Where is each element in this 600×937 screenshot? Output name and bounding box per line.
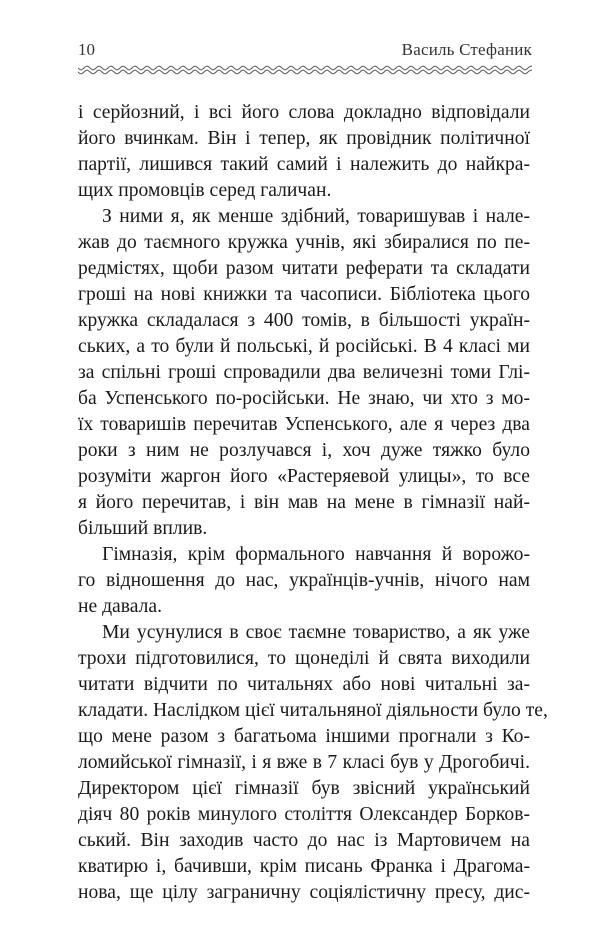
text-line: кладати. Наслідком цієї читальняної діяльности було те, xyxy=(78,700,548,721)
wavy-divider-icon xyxy=(78,64,532,76)
text-line: нова, ще цілу заграничну соціялістичну пресу, дис- xyxy=(78,882,530,903)
text-line: розуміти жаргон його «Растеряевой улицы», то все xyxy=(78,466,530,487)
text-line: їх товаришів перечитав Успенського, але я через два xyxy=(78,414,530,435)
text-line: ломийської гімназії, і я вже в 7 класі був у Дрогобичі. xyxy=(78,752,530,773)
text-line: і серйозний, і всі його слова докладно відповідали xyxy=(78,102,530,123)
text-line: я його перечитав, і він мав на мене в гімназії най- xyxy=(78,492,530,513)
text-line: Директором цієї гімназії був звісний український xyxy=(78,778,530,799)
text-line: кватирю і, бачивши, крім писань Франка і Драгома- xyxy=(78,856,530,877)
text-line: читати відчити по читальнях або нові читальні за- xyxy=(78,674,530,695)
text-line: кружка складалася з 400 томів, в більшості україн- xyxy=(78,310,530,331)
running-title: Василь Стефаник xyxy=(401,40,532,59)
text-line: більший вплив. xyxy=(78,518,208,539)
text-line: жав до таємного кружка учнів, які збиралися по пе- xyxy=(78,232,530,253)
text-line: го відношення до нас, українців-учнів, нічого нам xyxy=(78,570,530,591)
text-line: ба Успенського по-російськи. Не знаю, чи хто з мо- xyxy=(78,388,530,409)
text-line: роки з ним не розлучався і, хоч дуже тяжко було xyxy=(78,440,530,461)
page-number: 10 xyxy=(78,40,95,59)
text-line: щих промовців серед галичан. xyxy=(78,180,332,201)
text-line: ський. Він заходив часто до нас із Мартовичем на xyxy=(78,830,530,851)
text-line: що мене разом з багатьома іншими прогнали з Ко- xyxy=(78,726,530,747)
running-header xyxy=(78,38,532,62)
text-line: не давала. xyxy=(78,596,162,617)
text-line: редмістях, щоби разом читати реферати та складати xyxy=(78,258,530,279)
text-line: ських, а то були й польські, й російські. В 4 класі ми xyxy=(78,336,530,357)
body-text xyxy=(78,100,548,906)
text-line: трохи підготовилися, то щонеділі й свята виходили xyxy=(78,648,530,669)
text-line: Гімназія, крім формального навчання й ворожо- xyxy=(102,544,530,565)
text-line: гроші на нові книжки та часописи. Бібліотека цього xyxy=(78,284,530,305)
text-line: діяч 80 років минулого століття Олександер Борков- xyxy=(78,804,530,825)
text-line: партії, лишився такий самий і належить до найкра- xyxy=(78,154,530,175)
text-line: за спільні гроші спровадили два величезні томи Глі- xyxy=(78,362,530,383)
text-line: Ми усунулися в своє таємне товариство, а як уже xyxy=(102,622,530,643)
text-line: З ними я, як менше здібний, товаришував і нале- xyxy=(102,206,530,227)
text-line: його вчинкам. Він і тепер, як провідник політичної xyxy=(78,128,530,149)
